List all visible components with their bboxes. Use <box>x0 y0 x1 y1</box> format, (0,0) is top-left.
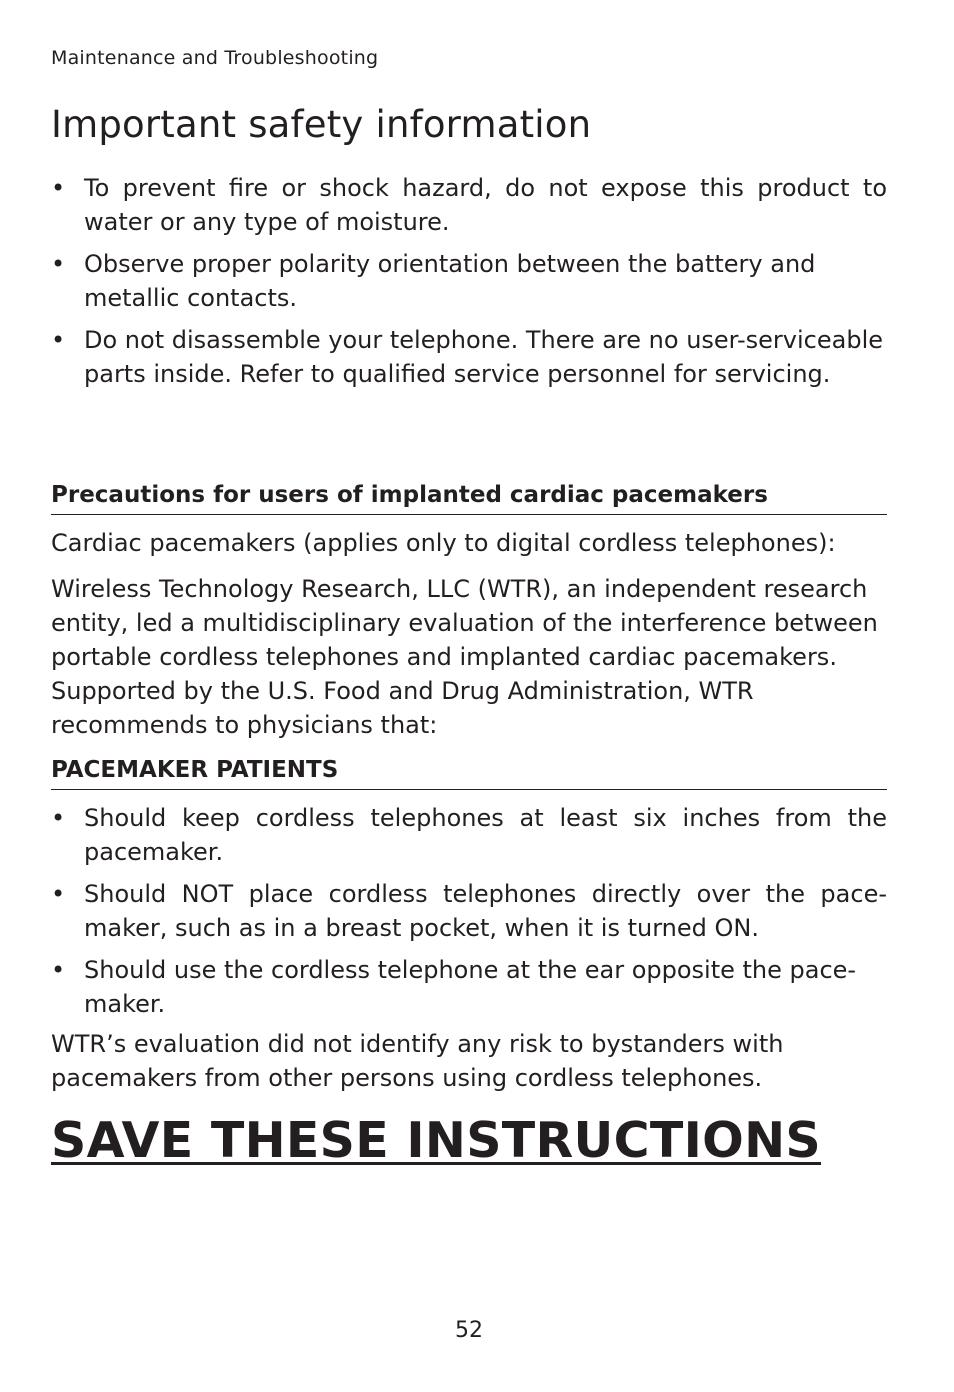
pacemaker-patients-heading: PACEMAKER PATIENTS <box>51 755 887 790</box>
patient-list <box>51 801 887 1029</box>
list-item-text: To prevent fire or shock hazard, do not expose this product to water or any type of moisture. <box>84 174 887 236</box>
list-item-text: Should use the cordless telephone at the ear opposite the pace-maker. <box>84 956 857 1018</box>
bullet-icon: • <box>51 880 66 908</box>
wtr-paragraph: Wireless Technology Research, LLC (WTR), an independent research entity, led a multidisciplinary evaluation of the interference between portable cordless telephones and implanted cardiac pacemakers. Supported by the U.S. Food and Drug Administration, WTR recommends to physicians that: <box>51 575 878 739</box>
list-item <box>51 801 887 869</box>
bullet-icon: • <box>51 174 66 202</box>
safety-list <box>51 171 887 399</box>
list-item-text: Observe proper polarity orientation between the battery and metallic contacts. <box>84 250 816 312</box>
bullet-icon: • <box>51 956 66 984</box>
bullet-icon: • <box>51 804 66 832</box>
bullet-icon: • <box>51 326 66 354</box>
page-title: Important safety information <box>51 103 592 146</box>
list-item <box>51 171 887 239</box>
closing-paragraph: WTR’s evaluation did not identify any risk to bystanders with pacemakers from other persons using cordless telephones. <box>51 1030 784 1092</box>
list-item-text: Should NOT place cordless telephones directly over the pace-maker, such as in a breast pocket, when it is turned ON. <box>84 880 887 942</box>
cardiac-intro-paragraph: Cardiac pacemakers (applies only to digital cordless telephones): <box>51 529 836 557</box>
list-item-text: Should keep cordless telephones at least six inches from the pacemaker. <box>84 804 887 866</box>
bullet-icon: • <box>51 250 66 278</box>
list-item <box>51 247 887 315</box>
list-item <box>51 323 887 391</box>
list-item <box>51 953 887 1021</box>
list-item-text: Do not disassemble your telephone. There are no user-serviceable parts inside. Refer to qualified service personnel for servicing. <box>84 326 884 388</box>
page-number: 52 <box>455 1318 483 1343</box>
running-head: Maintenance and Troubleshooting <box>51 47 379 69</box>
precautions-heading: Precautions for users of implanted cardiac pacemakers <box>51 480 887 515</box>
save-instructions-banner: SAVE THESE INSTRUCTIONS <box>51 1112 822 1169</box>
list-item <box>51 877 887 945</box>
